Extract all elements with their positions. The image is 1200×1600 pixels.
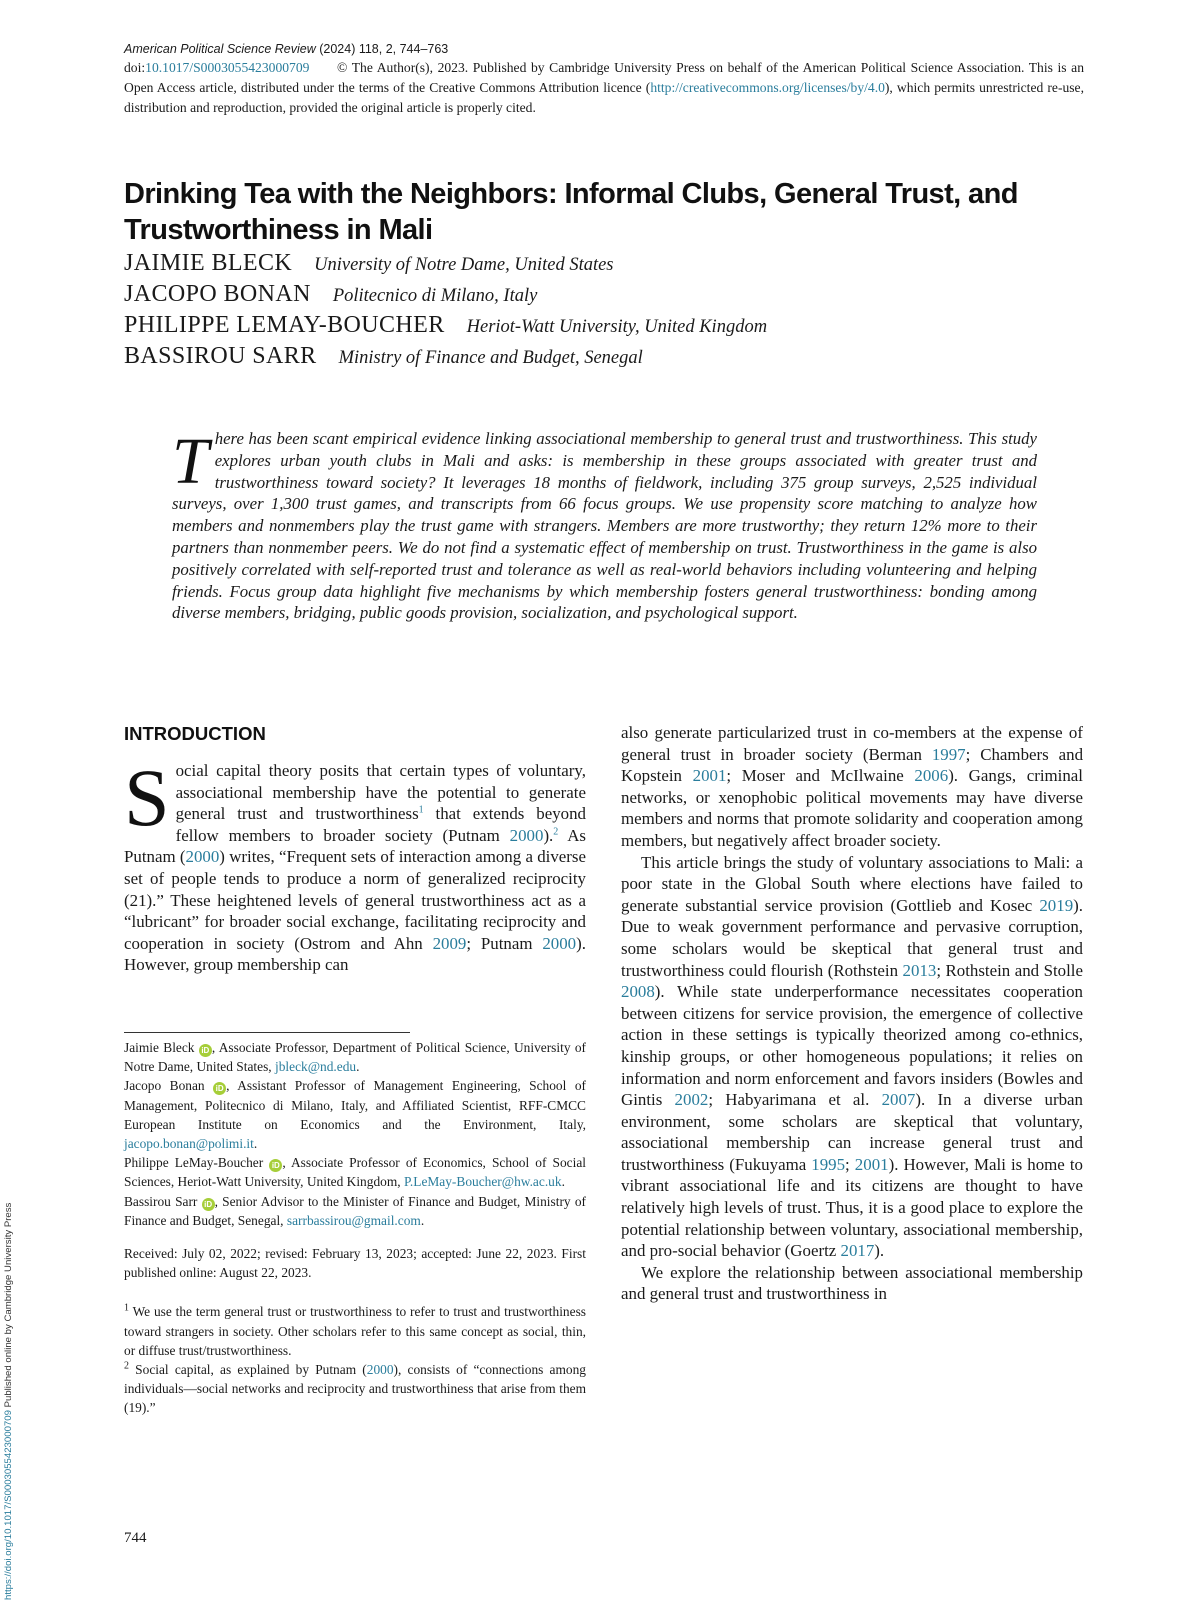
- body-paragraph: [621, 722, 1083, 852]
- footnote-2-number: 2: [124, 1360, 129, 1372]
- citation-link[interactable]: 1995: [811, 1154, 846, 1174]
- email-link[interactable]: jbleck@nd.edu: [274, 1059, 357, 1075]
- orcid-icon[interactable]: iD: [213, 1082, 226, 1095]
- author-name: JACOPO BONAN: [124, 281, 311, 307]
- doi-label: doi:: [124, 60, 146, 75]
- license-text-b: ), which permits unrestricted re-use, distribution and reproduction, provided the original article is properly cited.: [124, 80, 1084, 115]
- author-row: [124, 279, 1084, 310]
- abstract-dropcap: T: [172, 425, 209, 498]
- body-text: ). While state underperformance necessitates cooperation between citizens for service provision, the emergence of collective action in these settings is typically theorized among co-ethnics, kinship groups, or other homogeneous populations; it relies on information and norm enforcement and favors insiders (Bowles and Gintis: [621, 982, 1083, 1110]
- citation-link[interactable]: 2001: [692, 766, 727, 786]
- author-note-end: .: [420, 1212, 425, 1228]
- intro-text: ocial capital theory posits that certain types of voluntary, associational membership have the potential to generate general trust and trustworthiness: [175, 761, 586, 824]
- citation-link[interactable]: 2000: [366, 1362, 394, 1378]
- footnote-divider: [124, 1032, 410, 1033]
- footnote-2-text: ), consists of “connections among individuals—social networks and reciprocity and trustworthiness that arise from them (19).”: [124, 1362, 586, 1416]
- side-margin-doi: [2, 1040, 16, 1600]
- author-name: JAIMIE BLECK: [124, 250, 293, 276]
- body-text: ). However, Mali is home to vibrant associational life and its citizens are thought to have relatively high levels of trust. Thus, it is a good place to explore the potential relationship between voluntary, associational membership, and pro-social behavior (Goertz: [621, 1154, 1083, 1261]
- license-text-a: © The Author(s), 2023. Published by Cambridge University Press on behalf of the American Political Science Association. This is an Open Access article, distributed under the terms of the Creative Commons Attribution licence (: [124, 60, 1085, 95]
- intro-dropcap: S: [124, 752, 170, 843]
- author-list: [124, 248, 1084, 372]
- author-note-name: Philippe LeMay-Boucher: [124, 1155, 264, 1171]
- article-title: Drinking Tea with the Neighbors: Informal Clubs, General Trust, and Trustworthiness in Mali: [124, 178, 1018, 246]
- author-note-text: , Senior Advisor to the Minister of Finance and Budget, Ministry of Finance and Budget, Senegal,: [124, 1193, 586, 1228]
- footnote-2-marker[interactable]: 2: [553, 826, 559, 838]
- citation-link[interactable]: 2009: [432, 933, 467, 953]
- citation-link[interactable]: 2006: [914, 766, 949, 786]
- author-row: [124, 310, 1084, 341]
- body-text: ; Moser and McIlwaine: [726, 766, 915, 786]
- footnotes: [124, 1302, 586, 1417]
- citation-link[interactable]: 2000: [185, 847, 220, 867]
- intro-text: ; Putnam: [466, 933, 543, 953]
- body-text: ;: [845, 1154, 855, 1174]
- author-affiliation: University of Notre Dame, United States: [314, 255, 614, 275]
- body-text: also generate particularized trust in co-members at the expense of general trust in broader society (Berman: [621, 723, 1083, 764]
- body-text: ; Chambers and Kopstein: [621, 744, 1084, 786]
- author-row: [124, 341, 1084, 372]
- author-name: PHILIPPE LEMAY-BOUCHER: [124, 312, 445, 338]
- citation-link[interactable]: 2017: [840, 1241, 875, 1261]
- author-affiliation: Heriot-Watt University, United Kingdom: [466, 317, 768, 337]
- intro-paragraph: [124, 752, 586, 976]
- intro-text: ). However, group membership can: [124, 933, 586, 975]
- citation-link[interactable]: 2002: [674, 1090, 709, 1110]
- email-link[interactable]: P.LeMay-Boucher@hw.ac.uk: [403, 1174, 562, 1190]
- body-paragraph: [621, 1262, 1083, 1305]
- side-margin-text: Published online by Cambridge University Press: [3, 1202, 14, 1411]
- author-notes: [124, 1038, 586, 1418]
- journal-header: [124, 42, 1084, 118]
- footnote-1-number: 1: [124, 1302, 129, 1314]
- citation-link[interactable]: 2008: [621, 982, 655, 1002]
- body-text: ). In a diverse urban environment, some scholars are skeptical that voluntary, associational membership can increase general trust and trustworthiness (Fukuyama: [621, 1090, 1083, 1174]
- author-note-end: .: [253, 1136, 258, 1152]
- publication-dates: Received: July 02, 2022; revised: February 13, 2023; accepted: June 22, 2023. First published online: August 22, 2023.: [124, 1246, 586, 1281]
- author-row: [124, 248, 1084, 279]
- orcid-icon[interactable]: iD: [202, 1198, 215, 1211]
- author-name: BASSIROU SARR: [124, 343, 317, 369]
- author-note: [124, 1153, 586, 1191]
- intro-text: ).: [543, 825, 554, 845]
- author-note-end: .: [356, 1059, 360, 1075]
- left-column: [124, 722, 586, 976]
- abstract-text: here has been scant empirical evidence linking associational membership to general trust and trustworthiness. This study explores urban youth clubs in Mali and asks: is membership in these groups associated with greater trust and trustworthiness toward society? It leverages 18 months of fieldwork, including 375 group surveys, 2,525 individual surveys, over 1,300 trust games, and transcripts from 66 focus groups. We use propensity score matching to analyze how members and nonmembers play the trust game with strangers. Members are more trustworthy; they return 12% more to their partners than nonmember peers. We do not find a systematic effect of membership on trust. Trustworthiness in the game is also positively correlated with self-reported trust and tolerance as well as real-world behaviors including volunteering and helping friends. Focus group data highlight five mechanisms by which membership fosters general trustworthiness: bonding among diverse members, bridging, public goods provision, socialization, and psychological support.: [172, 429, 1037, 623]
- journal-citation: [124, 42, 1084, 56]
- journal-name: American Political Science Review: [124, 42, 316, 56]
- author-note-text: , Associate Professor, Department of Political Science, University of Notre Dame, United States,: [124, 1040, 586, 1075]
- intro-text: ) writes, “Frequent sets of interaction among a diverse set of people tends to produce a norm of generalized reciprocity (21).” These heightened levels of general trustworthiness act as a “lubricant” for broader social exchange, facilitating reciprocity and cooperation in society (Ostrom and Ahn: [124, 847, 586, 953]
- body-text: ; Habyarimana et al.: [708, 1090, 882, 1110]
- citation-link[interactable]: 2001: [854, 1154, 889, 1174]
- footnote-2: [124, 1360, 586, 1418]
- author-note: [124, 1192, 586, 1230]
- body-paragraph: [621, 852, 1083, 1262]
- author-note-name: Bassirou Sarr: [124, 1193, 198, 1209]
- body-text: ). Due to weak government performance and pervasive corruption, some scholars would be skeptical that general trust and trustworthiness could flourish (Rothstein: [621, 895, 1083, 980]
- footnote-2-text: Social capital, as explained by Putnam (: [129, 1362, 367, 1378]
- author-note-name: Jacopo Bonan: [124, 1078, 205, 1094]
- section-heading-introduction: INTRODUCTION: [124, 723, 266, 744]
- citation-link[interactable]: 2000: [542, 933, 577, 953]
- author-note: [124, 1038, 586, 1076]
- author-note-end: .: [561, 1174, 565, 1190]
- journal-meta: (2024) 118, 2, 744–763: [315, 42, 449, 56]
- orcid-icon[interactable]: iD: [199, 1044, 212, 1057]
- citation-link[interactable]: 2013: [902, 960, 937, 980]
- intro-text: As Putnam (: [124, 825, 586, 867]
- citation-link[interactable]: 2019: [1039, 895, 1074, 915]
- orcid-icon[interactable]: iD: [269, 1159, 282, 1172]
- author-affiliation: Politecnico di Milano, Italy: [332, 286, 538, 306]
- doi-link[interactable]: 10.1017/S0003055423000709: [145, 60, 310, 75]
- body-text: ; Rothstein and Stolle: [936, 960, 1083, 980]
- footnote-1-text: We use the term general trust or trustworthiness to refer to trust and trustworthiness toward strangers in society. Other scholars refer to this same concept as social, thin, or diffuse trust/trustworthiness.: [124, 1304, 586, 1358]
- citation-link[interactable]: 2007: [881, 1090, 916, 1110]
- page-number: 744: [124, 1530, 147, 1546]
- author-note-text: , Assistant Professor of Management Engineering, School of Management, Politecnico di Milano, Italy, and Affiliated Scientist, RFF-CMCC European Institute on Economics and the Environment, Italy,: [124, 1078, 586, 1132]
- body-text: ). Gangs, criminal networks, or xenophobic political movements may have diverse members and norms that promote solidarity and cooperation among members, but negatively affect broader society.: [621, 766, 1083, 850]
- author-affiliation: Ministry of Finance and Budget, Senegal: [338, 348, 643, 368]
- author-note-name: Jaimie Bleck: [124, 1040, 195, 1055]
- side-doi-link[interactable]: https://doi.org/10.1017/S0003055423000709: [3, 1410, 14, 1600]
- right-column: [621, 722, 1083, 1305]
- body-text: ).: [874, 1241, 885, 1261]
- intro-text: that extends beyond fellow members to broader society (Putnam: [175, 804, 586, 845]
- email-link[interactable]: sarrbassirou@gmail.com: [286, 1212, 421, 1228]
- body-text: This article brings the study of voluntary associations to Mali: a poor state in the Global South where elections have failed to generate substantial service provision (Gottlieb and Kosec: [621, 852, 1083, 915]
- author-note-text: , Associate Professor of Economics, School of Social Sciences, Heriot-Watt University, United Kingdom,: [124, 1155, 586, 1190]
- email-link[interactable]: jacopo.bonan@polimi.it: [124, 1136, 254, 1152]
- body-text: We explore the relationship between associational membership and general trust and trustworthiness in: [621, 1262, 1083, 1304]
- license-url-link[interactable]: http://creativecommons.org/licenses/by/4.0: [650, 80, 885, 95]
- author-note: [124, 1076, 586, 1153]
- citation-link[interactable]: 1997: [931, 744, 966, 764]
- citation-link[interactable]: 2000: [509, 825, 544, 845]
- footnote-1-marker[interactable]: 1: [418, 804, 424, 816]
- footnote-1: [124, 1302, 586, 1360]
- license-notice: [124, 58, 1084, 118]
- abstract: [172, 425, 1037, 624]
